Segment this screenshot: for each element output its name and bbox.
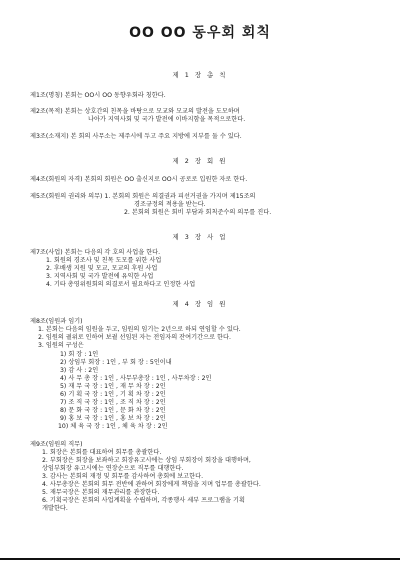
article-1: 제1조(명칭) 본회는 OO시 OO 동향우회라 칭한다.	[30, 92, 166, 99]
article-7: 제7조(사업) 본회는 다음의 각 호의 사업을 한다.	[30, 249, 161, 256]
article-4: 제4조(회원의 자격) 본회의 회원은 OO 출신지로 OO시 공로로 입원한 자로 한다.	[30, 176, 248, 183]
article-9: 제9조(임원의 직무)	[30, 441, 83, 448]
bottom-rule	[0, 558, 400, 560]
article-9-item: 개발한다.	[42, 505, 68, 512]
article-9-item: 4. 사무총장은 본회의 회무 전반에 관하여 회장에게 책임을 지며 업무를 총괄한다.	[42, 481, 261, 488]
officer-row: 10) 체 육 국 장 : 1인 , 체 육 차 장 : 2인	[58, 423, 168, 430]
article-9-item: 6. 기획국장은 본회의 사업계획을 수립하며, 각종행사 세부 프로그램을 기획	[42, 497, 245, 504]
officer-row: 6) 기 획 국 장 : 1인 , 기 획 차 장 : 2인	[60, 391, 166, 398]
article-9-item: 3. 감사는 본회의 재정 및 회무를 감사하여 총회에 보고한다.	[42, 473, 204, 480]
officer-row: 5) 재 무 국 장 : 1인 , 재 무 차 장 : 2인	[60, 383, 166, 390]
article-9-item: 5. 재무국장은 본회의 재무관리를 관장한다.	[42, 489, 160, 496]
officer-row: 7) 조 직 국 장 : 1인 , 조 직 차 장 : 2인	[60, 399, 166, 406]
article-8-item-2: 2. 임원의 궐위로 인하여 보궐 선임된 자는 전임자의 잔여기간으로 한다.	[38, 334, 231, 341]
article-8-item-1: 1. 본회는 다음의 임원을 두고, 임원의 임기는 2년으로 하되 연임할 수 있다.	[38, 326, 241, 333]
chapter-4-heading: 제 4 장 임 원	[172, 300, 228, 308]
officer-row: 3) 감 사 : 2인	[60, 367, 99, 374]
officer-row: 9) 홍 보 국 장 : 1인 , 홍 보 차 장 : 2인	[60, 415, 166, 422]
article-8: 제8조(임원과 임기)	[30, 318, 83, 325]
article-7-item-1: 1. 회원의 경조사 및 친목 도모를 위한 사업	[46, 257, 162, 264]
officer-row: 8) 문 화 국 장 : 1인 , 문 화 차 장 : 2인	[60, 407, 166, 414]
article-2-line-1: 제2조(목적) 본회는 상호간의 친목을 바탕으로 모교와 모교의 발전을 도모하며	[30, 108, 240, 115]
article-9-item: 상임부회장 유고시에는 연장순으로 직무를 대행한다.	[42, 465, 184, 472]
article-8-item-3: 3. 임원의 구성은	[38, 342, 84, 349]
article-3: 제3조(소재지) 본 회의 사무소는 제주시에 두고 주요 지방에 지부를 둘 수 있다.	[30, 133, 242, 140]
article-5-line-2: 경조규정의 적용을 받는다.	[134, 201, 206, 208]
article-7-item-4: 4. 기타 총영위원회의 의결로서 필요하다고 인정한 사업	[46, 281, 196, 288]
article-7-item-2: 2. 후배생 지원 및 모교, 모교의 후원 사업	[46, 265, 158, 272]
article-2-line-2: 나아가 지역사회 및 국가 발전에 이바지함을 목적으로한다.	[88, 116, 246, 123]
article-9-item: 2. 부회장은 회장을 보좌하고 회장유고시에는 상임 부회장이 회장을 대행하며,	[42, 457, 251, 464]
article-5-line-3: 2. 본회의 회원은 회비 부담과 회칙준수의 의무를 진다.	[124, 209, 272, 216]
article-7-item-3: 3. 지역사회 및 국가 발전에 유익한 사업	[46, 273, 154, 280]
chapter-1-heading: 제 1 장 총 칙	[172, 71, 228, 79]
chapter-3-heading: 제 3 장 사 업	[172, 233, 228, 241]
document-title: OO OO 동우회 회칙	[129, 25, 271, 41]
article-9-item: 1. 회장은 본회를 대표하여 회무를 총괄한다.	[42, 449, 162, 456]
officer-row: 4) 사 무 총 장 : 1인 , 사무부총장 : 1인 , 사무차장 : 2인	[60, 375, 212, 382]
officer-row: 2) 상임부 회장 : 1인 , 부 회 장 : 5인이내	[60, 359, 172, 366]
article-5-line-1: 제5조(회원의 권리와 의무) 1. 본회의 회원은 의결권과 피선거권을 가지며 제15조의	[30, 193, 256, 200]
chapter-2-heading: 제 2 장 회 원	[172, 157, 228, 165]
officer-row: 1) 회 장 : 1인	[60, 351, 99, 358]
